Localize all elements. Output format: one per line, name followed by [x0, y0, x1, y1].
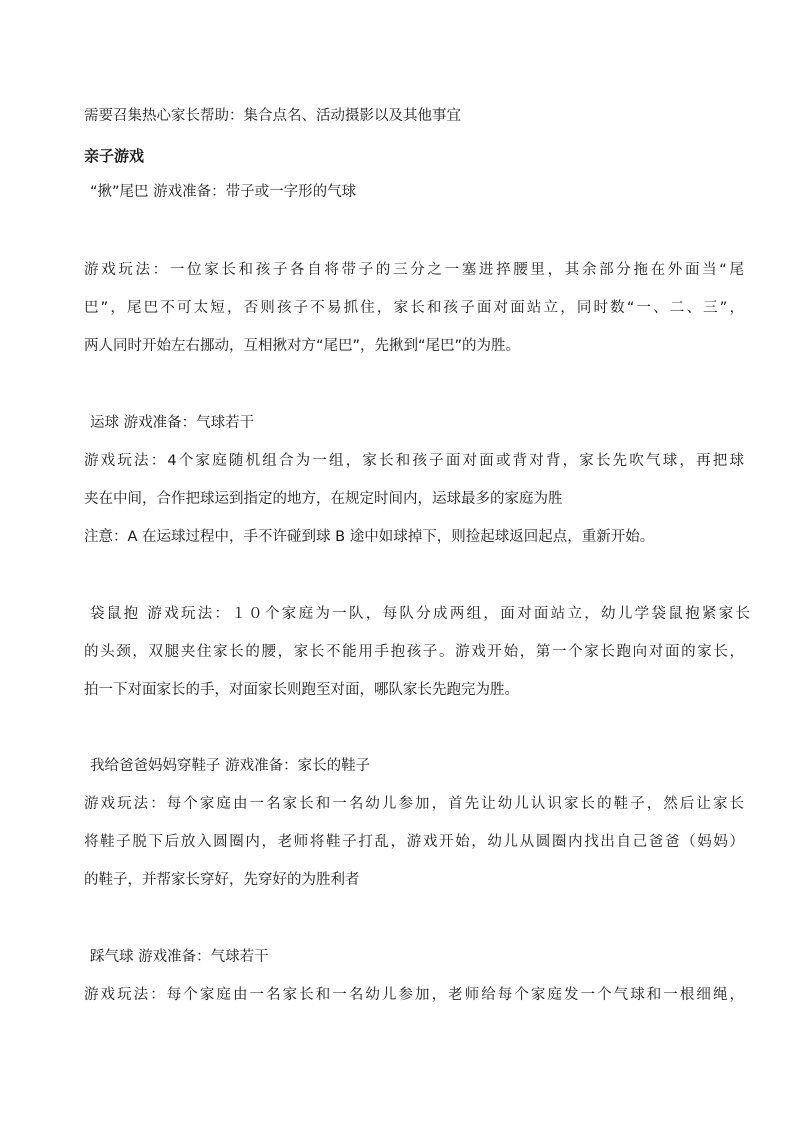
game1-heading: “揪”尾巴 游戏准备：带子或一字形的气球: [90, 184, 357, 200]
game2-rules-line: 夹在中间，合作把球运到指定的地方，在规定时间内，运球最多的家庭为胜: [84, 491, 563, 507]
game4-rules-line: 将鞋子脱下后放入圆圈内，老师将鞋子打乱，游戏开始，幼儿从圆圈内找出自己爸爸（妈妈）: [84, 834, 744, 850]
game4-heading: 我给爸爸妈妈穿鞋子 游戏准备：家长的鞋子: [90, 758, 371, 774]
game5-rules-line: 游戏玩法：每个家庭由一名家长和一名幼儿参加，老师给每个家庭发一个气球和一根细绳，: [84, 987, 744, 1003]
game1-rules-line: 两人同时开始左右挪动，互相揪对方“尾巴”，先揪到“尾巴”的为胜。: [84, 338, 521, 354]
game1-rules-line: 游戏玩法：一位家长和孩子各自将带子的三分之一塞进捽腰里，其余部分拖在外面当“尾: [84, 262, 744, 278]
game2-rules-line: 游戏玩法：4个家庭随机组合为一组，家长和孩子面对面或背对背，家长先吹气球，再把球: [84, 453, 744, 469]
game3-rules-line: 的头颈，双腿夹住家长的腰，家长不能用手抱孩子。游戏开始，第一个家长跑向对面的家长，: [84, 644, 744, 660]
game4-rules-line: 游戏玩法：每个家庭由一名家长和一名幼儿参加，首先让幼儿认识家长的鞋子，然后让家长: [84, 796, 744, 812]
game3-rules-line: 拍一下对面家长的手，对面家长则跑至对面，哪队家长先跑完为胜。: [84, 682, 519, 698]
game4-rules-line: 的鞋子，并帮家长穿好，先穿好的为胜利者: [84, 872, 360, 888]
game2-note: 注意：A 在运球过程中，手不许碰到球 B 途中如球掉下，则捡起球返回起点，重新开始。: [84, 529, 655, 545]
game3-rules-line: 袋鼠抱 游戏玩法：１０个家庭为一队，每队分成两组，面对面站立，幼儿学袋鼠抱紧家长: [90, 606, 750, 622]
section-title: 亲子游戏: [84, 147, 145, 165]
game2-heading: 运球 游戏准备：气球若干: [90, 415, 255, 431]
game5-heading: 踩气球 游戏准备：气球若干: [90, 949, 269, 965]
intro-text: 需要召集热心家长帮助：集合点名、活动摄影以及其他事宜: [84, 108, 461, 124]
game1-rules-line: 巴”，尾巴不可太短，否则孩子不易抓住，家长和孩子面对面站立，同时数“一、二、三”，: [84, 300, 744, 316]
